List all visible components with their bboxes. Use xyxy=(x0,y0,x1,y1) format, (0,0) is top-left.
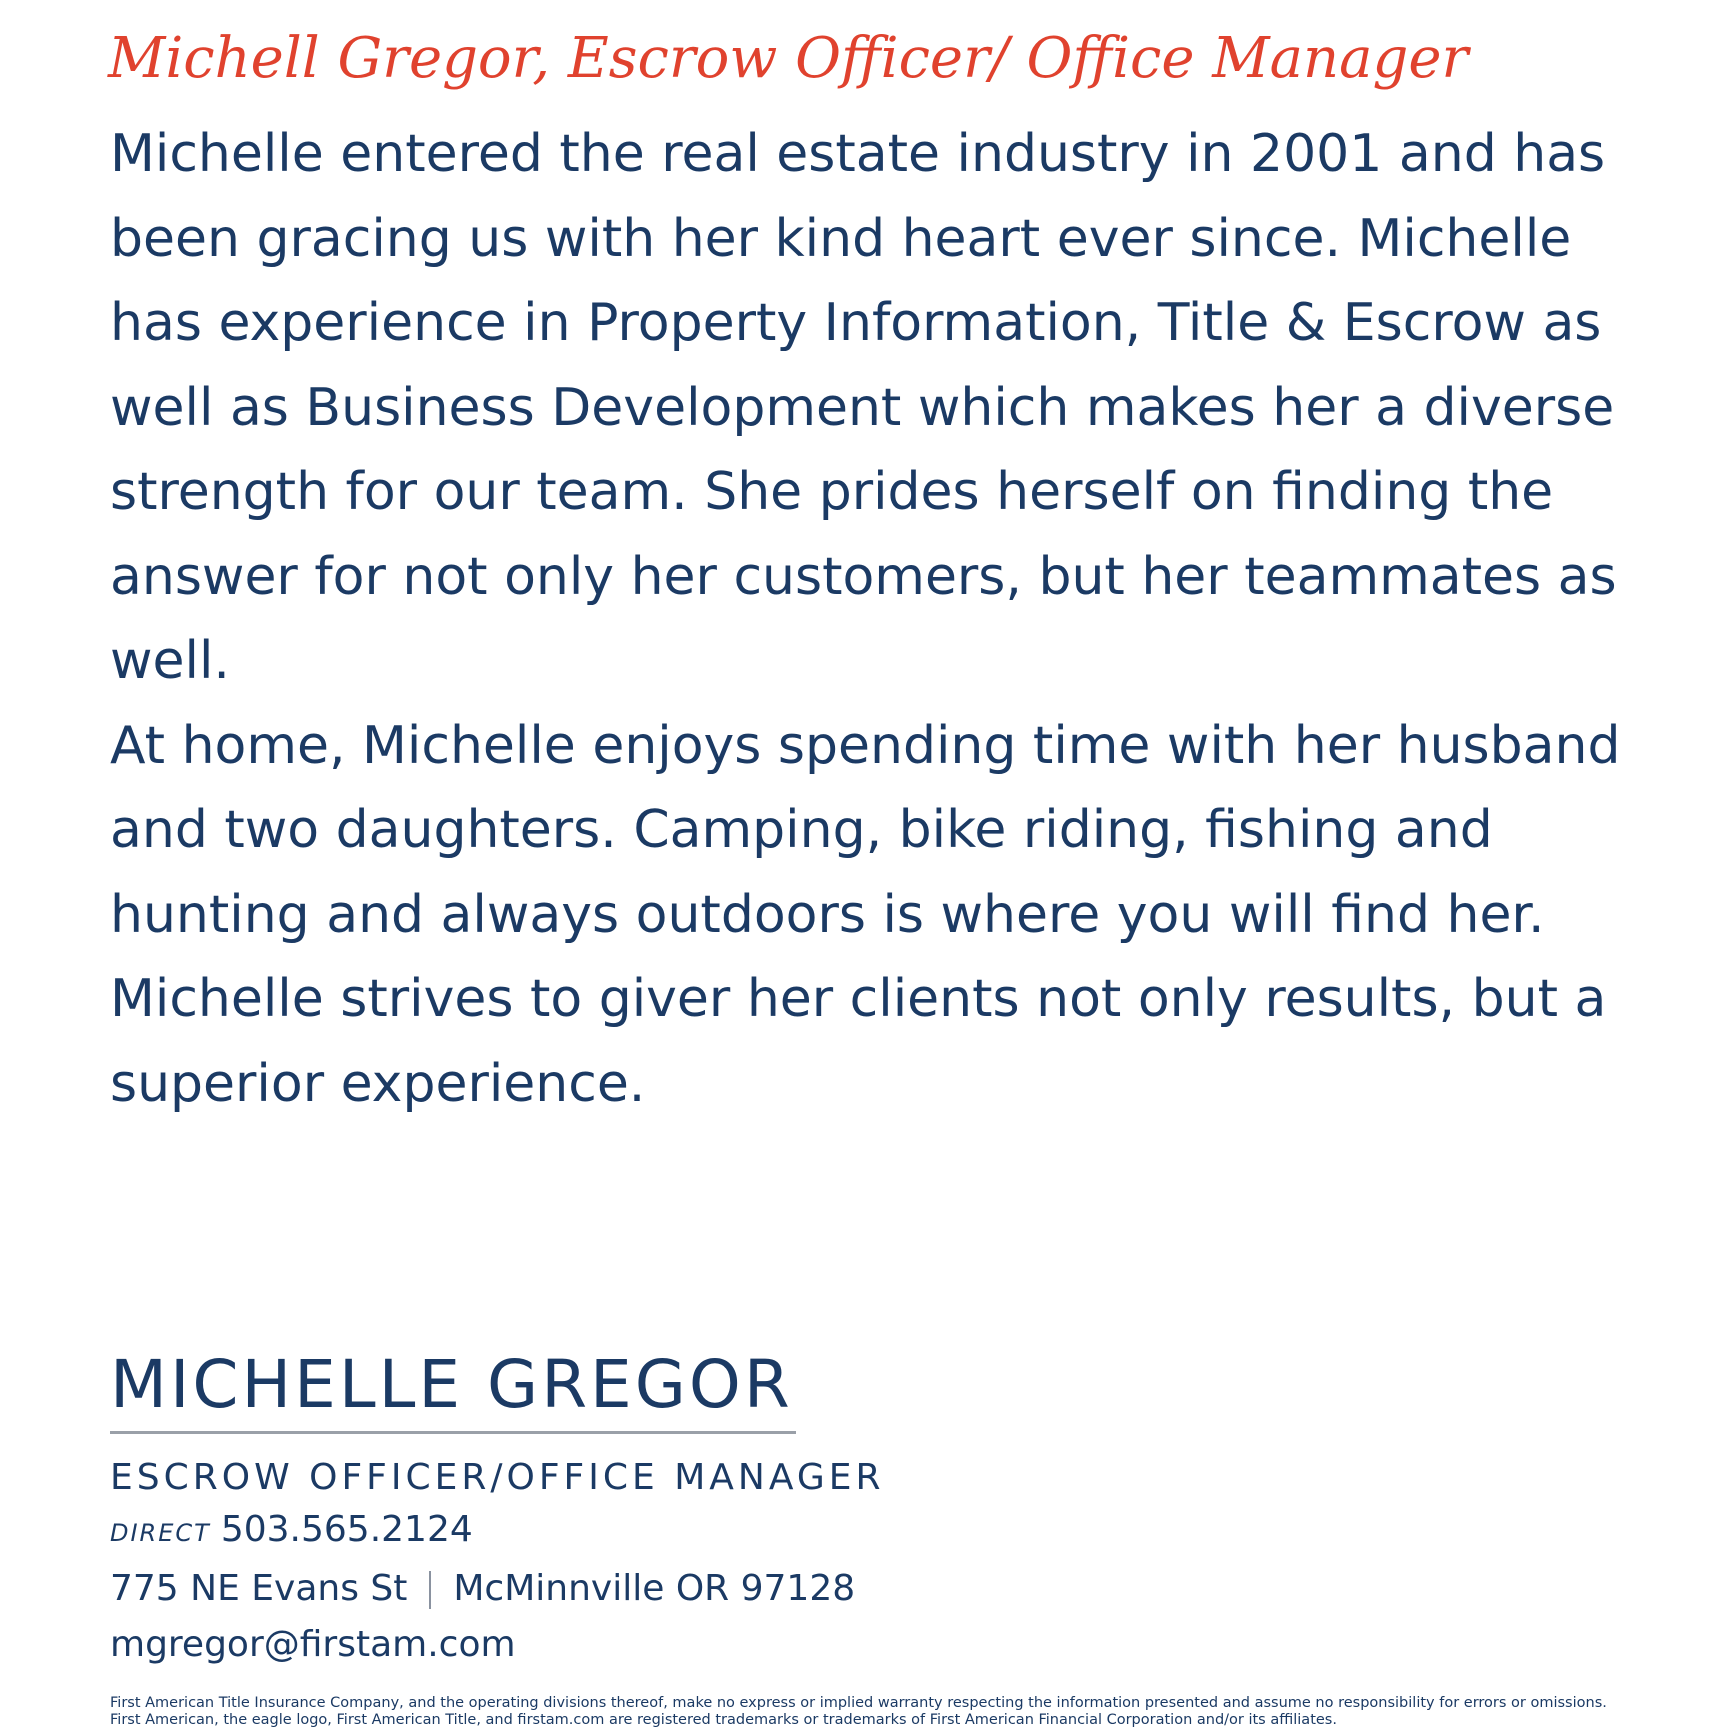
email-row xyxy=(110,1623,884,1667)
legal-disclaimer: First American Title Insurance Company, and the operating divisions thereof, make no express or implied warranty respecting the information presented and assume no responsibility for errors or omissions. First American, the eagle logo, First American Title, and firstam.com are registered trademarks or trademarks of First American Financial Corporation and/or its affiliates. xyxy=(110,1695,1607,1728)
contact-card xyxy=(110,1345,884,1667)
bio-line: At home, Michelle enjoys spending time with her husband xyxy=(110,715,1621,776)
bio-line: Michelle entered the real estate industry in 2001 and has xyxy=(110,124,1606,184)
address-row xyxy=(110,1567,884,1611)
email-link[interactable]: mgregor@firstam.com xyxy=(110,1624,516,1665)
bio-line: superior experience. xyxy=(110,1053,646,1114)
bio-line: strength for our team. She prides herself on finding the xyxy=(110,462,1554,522)
bio-line: been gracing us with her kind heart ever since. Michelle xyxy=(110,208,1572,269)
bio-line: Michelle strives to giver her clients not only results, but a xyxy=(110,969,1607,1029)
bio-line: answer for not only her customers, but her teammates as xyxy=(110,546,1617,607)
bio-line: and two daughters. Camping, bike riding, fishing and xyxy=(110,800,1493,860)
direct-phone[interactable]: 503.565.2124 xyxy=(220,1509,473,1550)
page-heading: Michell Gregor, Escrow Officer/ Office Manager xyxy=(108,26,1469,91)
bio-line: well. xyxy=(110,631,230,691)
contact-title: ESCROW OFFICER/OFFICE MANAGER xyxy=(110,1457,885,1498)
bio-text xyxy=(110,112,1630,1126)
direct-phone-row xyxy=(110,1508,884,1555)
street-address: 775 NE Evans St xyxy=(110,1568,408,1609)
address-separator xyxy=(429,1571,431,1609)
bio-line: has experience in Property Information, Title & Escrow as xyxy=(110,293,1602,353)
city-address: McMinnville OR 97128 xyxy=(453,1568,856,1609)
direct-label: DIRECT xyxy=(110,1519,211,1547)
bio-line: hunting and always outdoors is where you will find her. xyxy=(110,884,1545,945)
bio-line: well as Business Development which makes her a diverse xyxy=(110,377,1615,438)
divider xyxy=(110,1431,796,1434)
contact-name: MICHELLE GREGOR xyxy=(110,1346,793,1423)
